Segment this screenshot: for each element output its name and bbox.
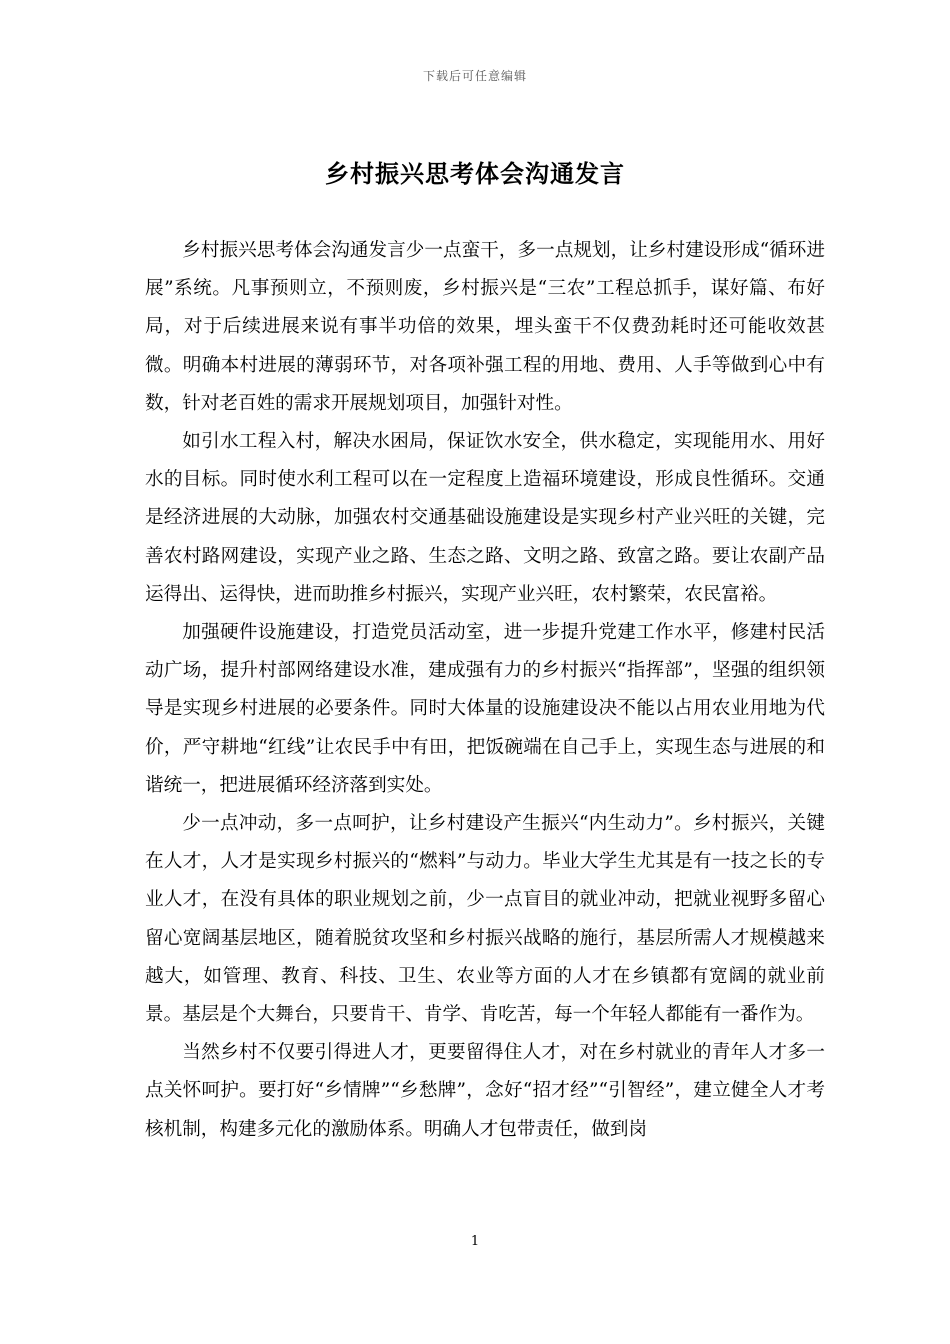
paragraph-3: 加强硬件设施建设，打造党员活动室，进一步提升党建工作水平，修建村民活动广场，提升村部网络建设水准，建成强有力的乡村振兴“指挥部”，坚强的组织领导是实现乡村进展的必要条件。同时大体量的设施建设决不能以占用农业用地为代价，严守耕地“红线”让农民手中有田，把饭碗端在自己手上，实现生态与进展的和谐统一，把进展循环经济落到实处。 — [145, 622, 825, 796]
paragraph-2: 如引水工程入村，解决水困局，保证饮水安全，供水稳定，实现能用水、用好水的目标。同时使水利工程可以在一定程度上造福环境建设，形成良性循环。交通是经济进展的大动脉，加强农村交通基础设施建设是实现乡村产业兴旺的关键，完善农村路网建设，实现产业之路、生态之路、文明之路、致富之路。要让农副产品运得出、运得快，进而助推乡村振兴，实现产业兴旺，农村繁荣，农民富裕。 — [145, 431, 825, 605]
page-number: 1 — [470, 1234, 480, 1249]
paragraph-1: 乡村振兴思考体会沟通发言少一点蛮干，多一点规划，让乡村建设形成“循环进展”系统。凡事预则立，不预则废，乡村振兴是“三农”工程总抓手，谋好篇、布好局，对于后续进展来说有事半功倍的效果，埋头蛮干不仅费劲耗时还可能收效甚微。明确本村进展的薄弱环节，对各项补强工程的用地、费用、人手等做到心中有数，针对老百姓的需求开展规划项目，加强针对性。 — [145, 240, 825, 414]
document-title: 乡村振兴思考体会沟通发言 — [325, 160, 625, 188]
paragraph-4: 少一点冲动，多一点呵护，让乡村建设产生振兴“内生动力”。乡村振兴，关键在人才，人才是实现乡村振兴的“燃料”与动力。毕业大学生尤其是有一技之长的专业人才，在没有具体的职业规划之前，少一点盲目的就业冲动，把就业视野多留心留心宽阔基层地区，随着脱贫攻坚和乡村振兴战略的施行，基层所需人才规模越来越大，如管理、教育、科技、卫生、农业等方面的人才在乡镇都有宽阔的就业前景。基层是个大舞台，只要肯干、肯学、肯吃苦，每一个年轻人都能有一番作为。 — [145, 813, 825, 1026]
document-body — [145, 232, 825, 1149]
paragraph-5: 当然乡村不仅要引得进人才，更要留得住人才，对在乡村就业的青年人才多一点关怀呵护。要打好“乡情牌”“乡愁牌”，念好“招才经”“引智经”，建立健全人才考核机制，构建多元化的激励体系。明确人才包带责任，做到岗 — [145, 1042, 825, 1140]
page-header-note: 下载后可任意编辑 — [422, 69, 527, 83]
